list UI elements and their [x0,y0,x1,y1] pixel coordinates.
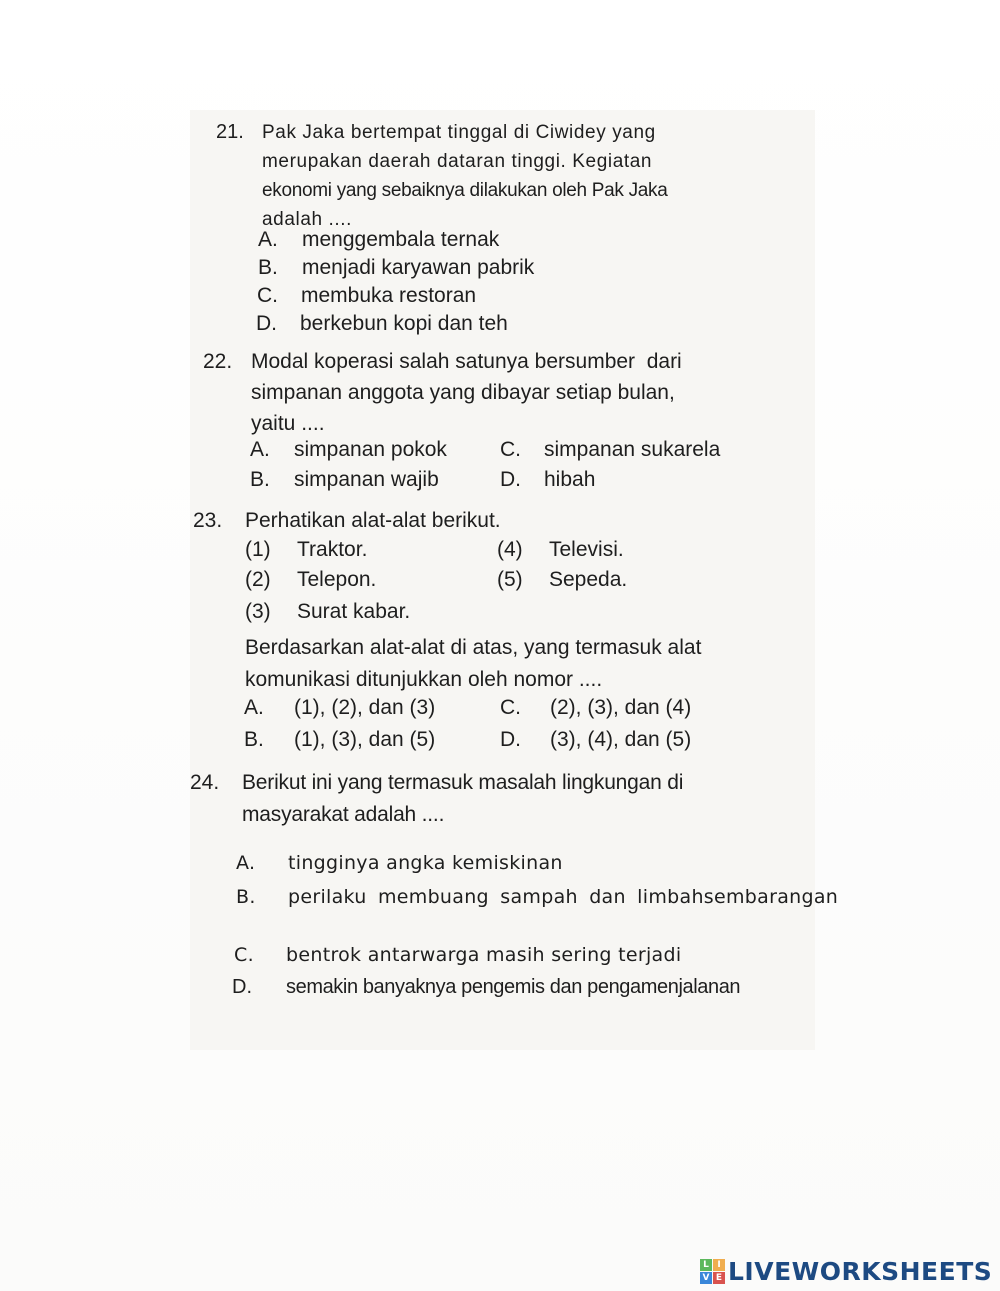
list-item-3: (3) Surat kabar. [245,600,411,623]
question-stem: Modal koperasi salah satunya bersumber dari simpanan anggota yang dibayar setiap bulan, yaitu .... [251,350,682,435]
question-number: 24. [190,771,220,794]
option-23d[interactable]: D. (3), (4), dan (5) [500,728,692,751]
option-24a[interactable]: A. tingginya angka kemiskinan [236,852,563,874]
question-number: 21. [216,121,244,143]
liveworksheets-logo [700,1257,992,1285]
list-item-1: (1) Traktor. [245,538,368,561]
option-21a[interactable]: A. menggembala ternak [258,228,500,251]
question-number: 22. [203,350,233,373]
option-23b[interactable]: B. (1), (3), dan (5) [244,728,436,751]
option-24c[interactable]: C. bentrok antarwarga masih sering terjadi [234,944,682,966]
live-blocks-icon: L I V E [700,1259,725,1284]
list-item-2: (2) Telepon. [245,568,377,591]
question-stem: Berikut ini yang termasuk masalah lingkungan di masyarakat adalah .... [242,771,684,826]
option-24b[interactable]: B. perilaku membuang sampah dan limbahsembarangan [236,886,839,908]
option-22b[interactable]: B. simpanan wajib [250,468,439,491]
list-item-4: (4) Televisi. [497,538,624,561]
logo-text: LIVEWORKSHEETS [728,1256,993,1286]
option-24d[interactable]: D. semakin banyaknya pengemis dan pengamenjalanan [232,976,741,998]
option-21b[interactable]: B. menjadi karyawan pabrik [258,256,535,279]
option-22a[interactable]: A. simpanan pokok [250,438,447,461]
option-21d[interactable]: D. berkebun kopi dan teh [256,312,508,335]
option-21c[interactable]: C. membuka restoran [257,284,477,307]
option-22c[interactable]: C. simpanan sukarela [500,438,721,461]
question-stem: Pak Jaka bertempat tinggal di Ciwidey yang merupakan daerah dataran tinggi. Kegiatan ekonomi yang sebaiknya dilakukan oleh Pak Jaka adalah .... [262,122,668,230]
list-item-5: (5) Sepeda. [497,568,628,591]
question-number: 23. [193,509,223,532]
question-stem: Perhatikan alat-alat berikut. [245,509,501,532]
option-22d[interactable]: D. hibah [500,468,596,491]
question-23-followup: Berdasarkan alat-alat di atas, yang termasuk alat komunikasi ditunjukkan oleh nomor .... [245,636,702,691]
option-23a[interactable]: A. (1), (2), dan (3) [244,696,436,719]
option-23c[interactable]: C. (2), (3), dan (4) [500,696,692,719]
